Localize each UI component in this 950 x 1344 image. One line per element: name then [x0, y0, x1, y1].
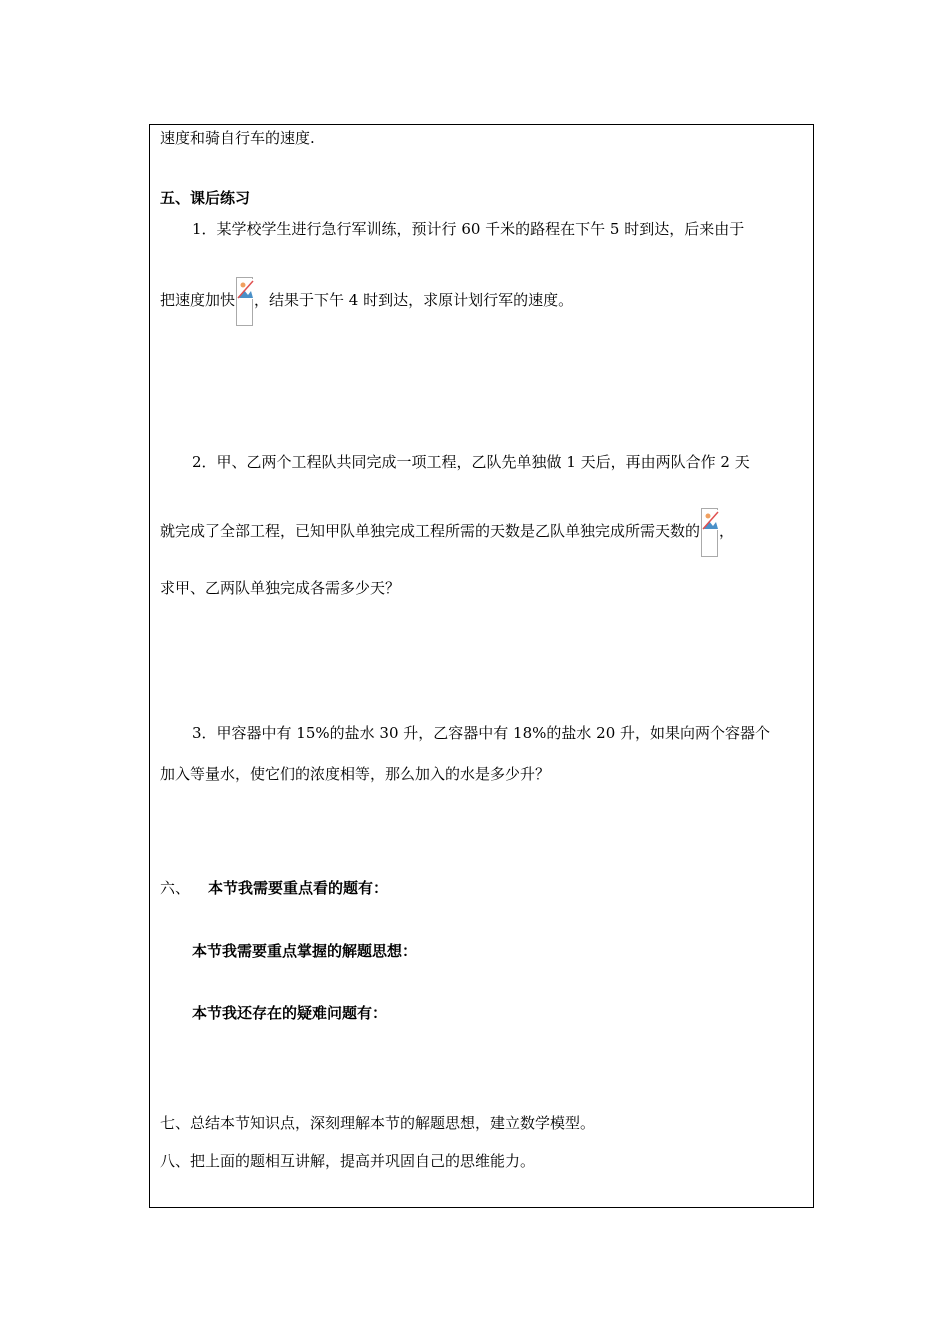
question-2-line-2 — [160, 507, 734, 557]
section-7-text: 七、总结本节知识点，深刻理解本节的解题思想，建立数学模型。 — [160, 1114, 596, 1132]
section-6-line-2: 本节我需要重点掌握的解题思想： — [192, 942, 418, 960]
question-2-line-1: 2．甲、乙两个工程队共同完成一项工程，乙队先单独做 1 天后，再由两队合作 2 天 — [192, 453, 750, 471]
question-2-line-2-end: ， — [719, 522, 735, 540]
section-6-line-1: 本节我需要重点看的题有： — [208, 879, 389, 897]
question-1-line-1: 1．某学校学生进行急行军训练，预计行 60 千米的路程在下午 5 时到达，后来由于 — [192, 220, 745, 238]
question-2-line-3: 求甲、乙两队单独完成各需多少天？ — [160, 579, 401, 597]
question-2-line-2-start: 就完成了全部工程，已知甲队单独完成工程所需的天数是乙队单独完成所需天数的 — [160, 522, 701, 540]
section-6-line-3: 本节我还存在的疑难问题有： — [192, 1004, 388, 1022]
intro-tail-text: 速度和骑自行车的速度. — [160, 129, 315, 147]
section-6-number: 六、 — [160, 879, 191, 897]
question-1-line-2-end: ，结果于下午 4 时到达，求原计划行军的速度。 — [254, 291, 574, 309]
broken-image-icon — [701, 508, 718, 557]
question-1-line-2-start: 把速度加快 — [160, 291, 236, 309]
section-5-heading: 五、课后练习 — [160, 189, 251, 207]
broken-image-icon — [236, 277, 253, 326]
question-3-line-1: 3．甲容器中有 15%的盐水 30 升，乙容器中有 18%的盐水 20 升，如果向两个容器个 — [192, 724, 771, 742]
question-3-line-2: 加入等量水，使它们的浓度相等，那么加入的水是多少升？ — [160, 765, 551, 783]
section-8-text: 八、把上面的题相互讲解，提高并巩固自己的思维能力。 — [160, 1152, 536, 1170]
question-1-line-2 — [160, 276, 573, 326]
